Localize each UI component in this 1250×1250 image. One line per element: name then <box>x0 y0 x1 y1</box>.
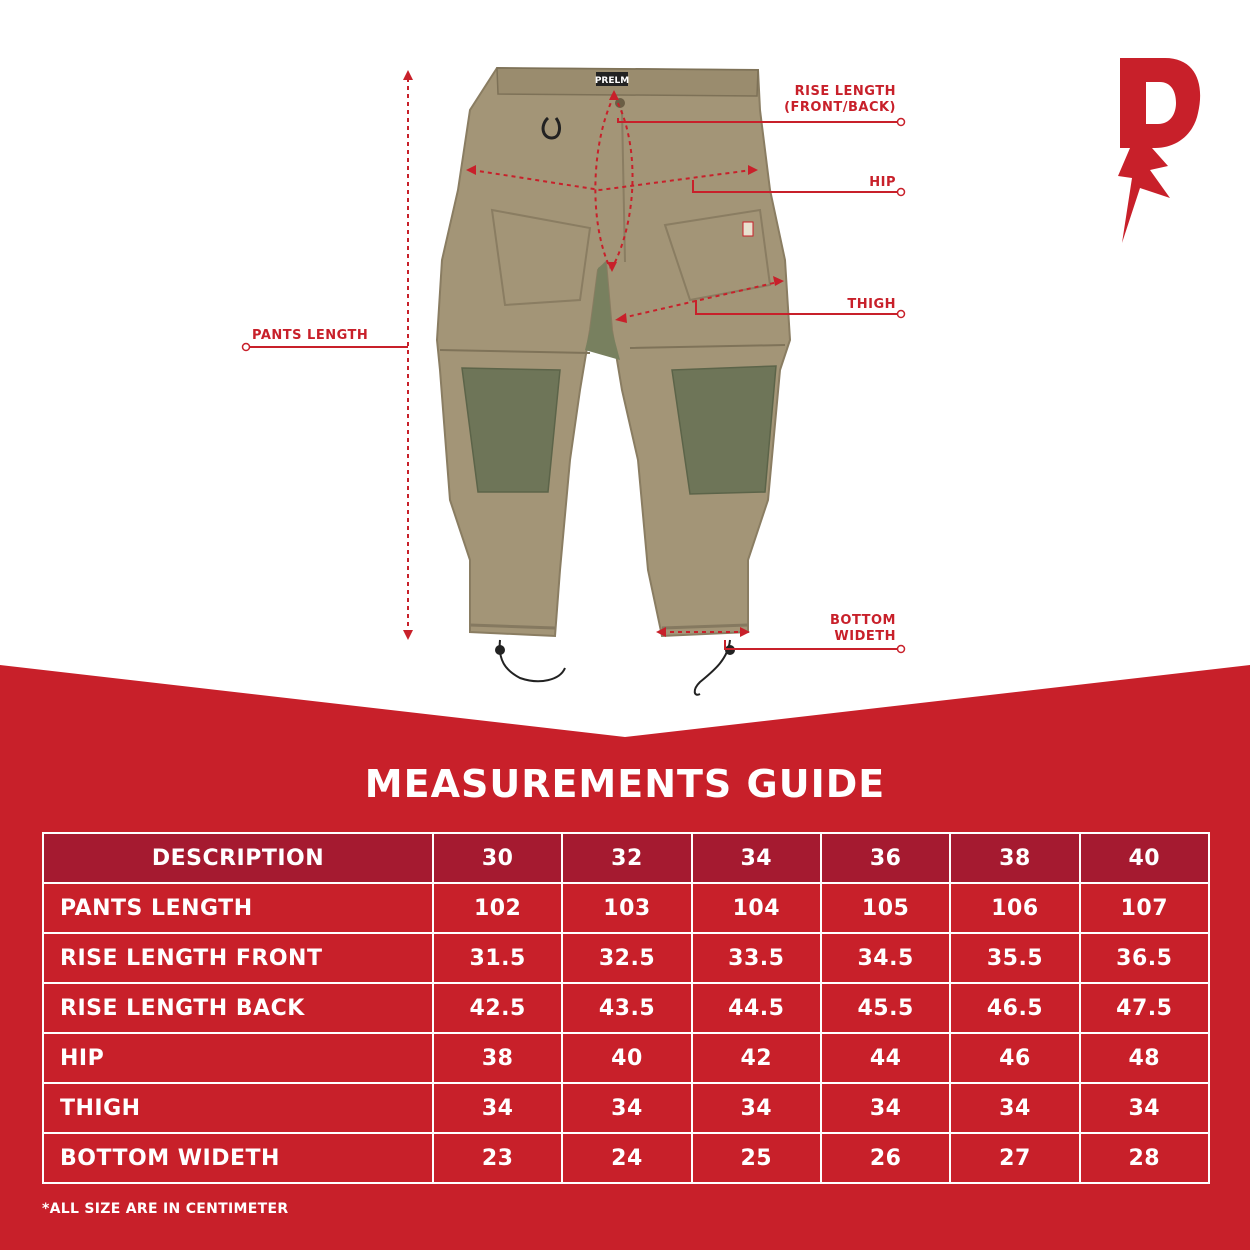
header-size: 30 <box>433 833 562 883</box>
table-cell: 106 <box>950 883 1079 933</box>
table-cell: 34 <box>950 1083 1079 1133</box>
table-cell: 31.5 <box>433 933 562 983</box>
header-size: 40 <box>1080 833 1209 883</box>
table-row <box>43 933 1209 983</box>
table-row <box>43 883 1209 933</box>
table-cell: 33.5 <box>692 933 821 983</box>
header-size: 38 <box>950 833 1079 883</box>
table-cell: 46.5 <box>950 983 1079 1033</box>
row-label: BOTTOM WIDETH <box>43 1133 433 1183</box>
table-cell: 46 <box>950 1033 1079 1083</box>
table-cell: 43.5 <box>562 983 691 1033</box>
table-cell: 44 <box>821 1033 950 1083</box>
table-cell: 38 <box>433 1033 562 1083</box>
table-cell: 28 <box>1080 1133 1209 1183</box>
knee-panel-left <box>462 368 560 492</box>
table-cell: 44.5 <box>692 983 821 1033</box>
page-title: MEASUREMENTS GUIDE <box>364 762 886 806</box>
callout-rise-length <box>700 84 896 116</box>
table-cell: 23 <box>433 1133 562 1183</box>
table-row <box>43 1033 1209 1083</box>
table-cell: 35.5 <box>950 933 1079 983</box>
table-row <box>43 983 1209 1033</box>
table-cell: 42 <box>692 1033 821 1083</box>
drawstring-cords <box>500 640 730 695</box>
table-cell: 26 <box>821 1133 950 1183</box>
table-row <box>43 1133 1209 1183</box>
row-label: RISE LENGTH FRONT <box>43 933 433 983</box>
callout-thigh: THIGH <box>847 297 896 312</box>
brand-logo <box>1110 48 1210 248</box>
knee-panel-right <box>672 366 776 494</box>
table-cell: 104 <box>692 883 821 933</box>
table-cell: 107 <box>1080 883 1209 933</box>
callout-rise-line1: RISE LENGTH <box>794 84 896 99</box>
table-cell: 34 <box>1080 1083 1209 1133</box>
table-cell: 34 <box>433 1083 562 1133</box>
table-cell: 34 <box>692 1083 821 1133</box>
table-cell: 47.5 <box>1080 983 1209 1033</box>
table-row <box>43 1083 1209 1133</box>
table-cell: 32.5 <box>562 933 691 983</box>
table-cell: 25 <box>692 1133 821 1183</box>
row-label: THIGH <box>43 1083 433 1133</box>
header-size: 32 <box>562 833 691 883</box>
header-description: DESCRIPTION <box>43 833 433 883</box>
callout-bottom-line2: WIDETH <box>834 629 896 644</box>
callout-bottom-width <box>760 613 896 645</box>
table-cell: 34.5 <box>821 933 950 983</box>
callout-pants-length: PANTS LENGTH <box>252 328 369 343</box>
table-cell: 102 <box>433 883 562 933</box>
table-cell: 103 <box>562 883 691 933</box>
measurements-table <box>42 832 1210 1184</box>
table-cell: 45.5 <box>821 983 950 1033</box>
table-cell: 40 <box>562 1033 691 1083</box>
table-cell: 34 <box>562 1083 691 1133</box>
row-label: HIP <box>43 1033 433 1083</box>
waistband-label: PRELM <box>594 76 630 86</box>
callout-hip: HIP <box>869 175 896 190</box>
table-cell: 24 <box>562 1133 691 1183</box>
table-header-row <box>43 833 1209 883</box>
header-size: 34 <box>692 833 821 883</box>
table-cell: 42.5 <box>433 983 562 1033</box>
table-cell: 48 <box>1080 1033 1209 1083</box>
row-label: PANTS LENGTH <box>43 883 433 933</box>
footnote: *ALL SIZE ARE IN CENTIMETER <box>42 1201 289 1217</box>
table-cell: 105 <box>821 883 950 933</box>
table-cell: 27 <box>950 1133 1079 1183</box>
callout-bottom-line1: BOTTOM <box>830 613 896 628</box>
header-size: 36 <box>821 833 950 883</box>
callout-rise-line2: (FRONT/BACK) <box>784 100 896 115</box>
table-cell: 34 <box>821 1083 950 1133</box>
row-label: RISE LENGTH BACK <box>43 983 433 1033</box>
table-cell: 36.5 <box>1080 933 1209 983</box>
